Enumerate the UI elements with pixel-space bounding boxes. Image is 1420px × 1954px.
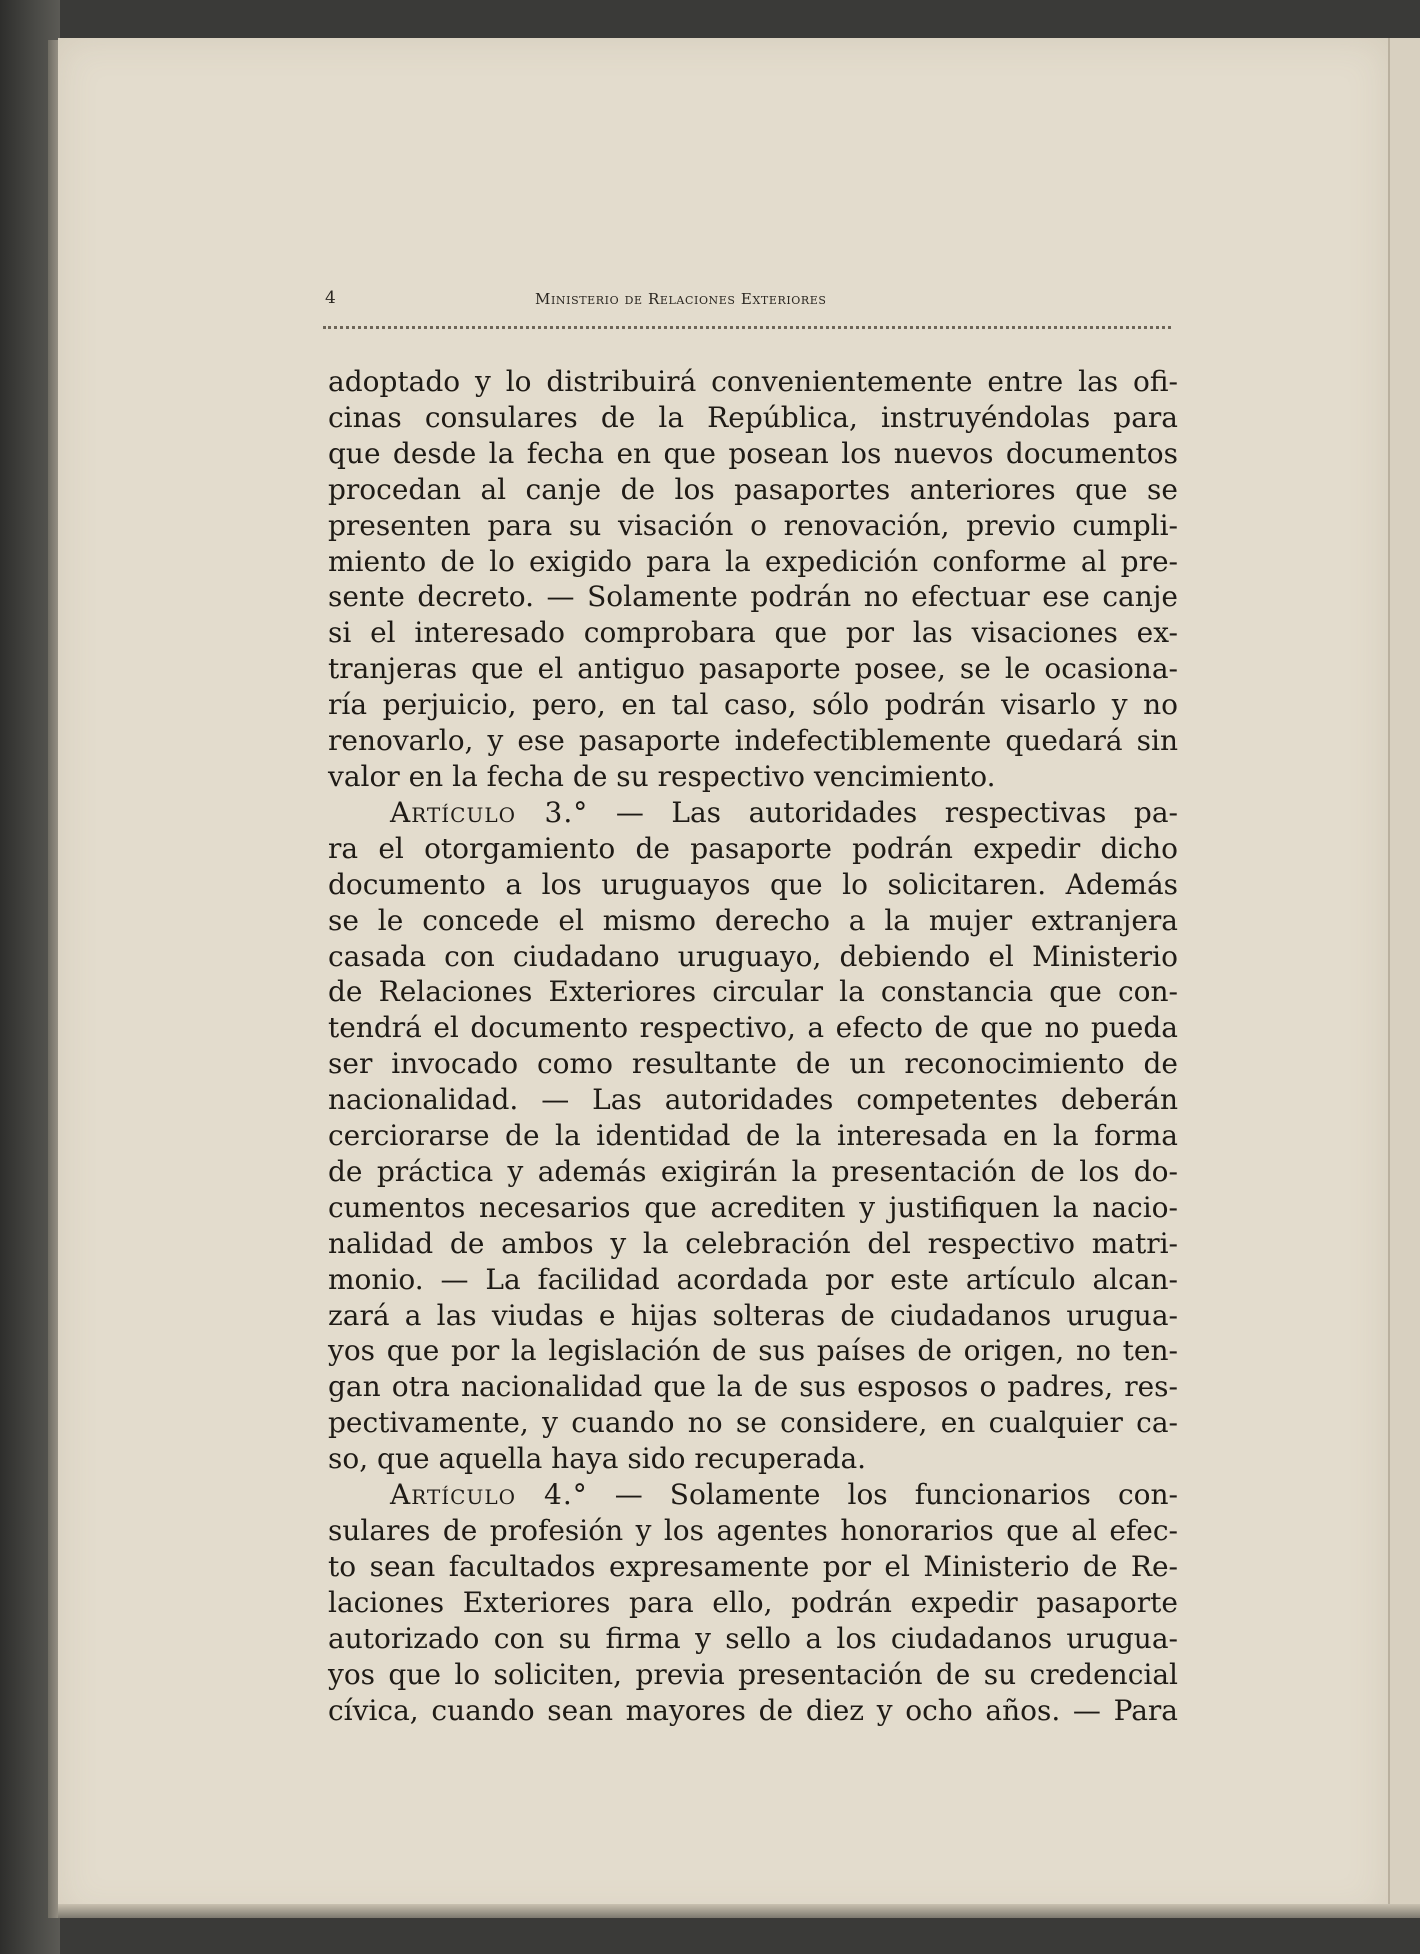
text-line: cumentos necesarios que acrediten y justifiquen la nacio- bbox=[328, 1190, 1178, 1224]
text-line: renovarlo, y ese pasaporte indefectiblemente quedará sin bbox=[328, 724, 1178, 758]
text-line: to sean facultados expresamente por el Ministerio de Re- bbox=[328, 1549, 1178, 1583]
text-line: yos que lo soliciten, previa presentación de su credencial bbox=[328, 1657, 1178, 1691]
next-page-edge bbox=[1388, 38, 1420, 1918]
text-line: tendrá el documento respectivo, a efecto de que no pueda bbox=[328, 1011, 1178, 1045]
article-4 bbox=[328, 1477, 1178, 1728]
text-line: presenten para su visación o renovación, previo cumpli- bbox=[328, 508, 1178, 542]
text-line: de práctica y además exigirán la presentación de los do- bbox=[328, 1154, 1178, 1188]
text-fragment: — Las autoridades respectivas pa- bbox=[588, 795, 1179, 829]
text-line: tranjeras que el antiguo pasaporte posee, se le ocasiona- bbox=[328, 652, 1178, 686]
text-line: nacionalidad. — Las autoridades competentes deberán bbox=[328, 1083, 1178, 1117]
running-title: Ministerio de Relaciones Exteriores bbox=[535, 290, 827, 308]
text-line: de Relaciones Exteriores circular la constancia que con- bbox=[328, 975, 1178, 1009]
text-line: valor en la fecha de su respectivo vencimiento. bbox=[328, 759, 996, 793]
text-line: zará a las viudas e hijas solteras de ciudadanos urugua- bbox=[328, 1298, 1178, 1332]
text-line: adoptado y lo distribuirá convenientemente entre las ofi- bbox=[328, 365, 1178, 398]
text-line: documento a los uruguayos que lo solicitaren. Además bbox=[328, 867, 1178, 901]
text-line: cerciorarse de la identidad de la interesada en la forma bbox=[328, 1119, 1178, 1153]
body-text bbox=[328, 364, 1178, 1728]
text-line: ser invocado como resultante de un reconocimiento de bbox=[328, 1047, 1178, 1081]
text-line: cívica, cuando sean mayores de diez y ocho años. — Para bbox=[328, 1693, 1178, 1727]
text-line: ría perjuicio, pero, en tal caso, sólo podrán visarlo y no bbox=[328, 688, 1178, 722]
text-line: ra el otorgamiento de pasaporte podrán expedir dicho bbox=[328, 831, 1178, 865]
text-line: sulares de profesión y los agentes honorarios que al efec- bbox=[328, 1514, 1178, 1547]
text-line: laciones Exteriores para ello, podrán expedir pasaporte bbox=[328, 1585, 1178, 1619]
page-number: 4 bbox=[325, 288, 336, 308]
text-line: si el interesado comprobara que por las visaciones ex- bbox=[328, 616, 1178, 650]
text-line: autorizado con su firma y sello a los ciudadanos urugua- bbox=[328, 1621, 1178, 1655]
text-line: casada con ciudadano uruguayo, debiendo el Ministerio bbox=[328, 939, 1178, 973]
text-line: pectivamente, y cuando no se considere, en cualquier ca- bbox=[328, 1406, 1178, 1440]
header-divider bbox=[323, 326, 1171, 329]
text-line: so, que aquella haya sido recuperada. bbox=[328, 1442, 867, 1476]
text-line: gan otra nacionalidad que la de sus esposos o padres, res- bbox=[328, 1370, 1178, 1404]
text-line: miento de lo exigido para la expedición conforme al pre- bbox=[328, 544, 1178, 578]
text-line: yos que por la legislación de sus países de origen, no ten- bbox=[328, 1334, 1178, 1368]
article-3 bbox=[328, 795, 1178, 1477]
page-header bbox=[325, 288, 1175, 314]
text-line: cinas consulares de la República, instruyéndolas para bbox=[328, 400, 1178, 434]
text-line: procedan al canje de los pasaportes anteriores que se bbox=[328, 472, 1178, 506]
article-3-first-line bbox=[328, 795, 1178, 831]
article-4-label: Artículo 4.° bbox=[390, 1478, 588, 1512]
text-line: se le concede el mismo derecho a la mujer extranjera bbox=[328, 903, 1178, 937]
text-line: monio. — La facilidad acordada por este artículo alcan- bbox=[328, 1262, 1178, 1296]
article-4-first-line bbox=[328, 1477, 1178, 1513]
paragraph-1 bbox=[328, 364, 1178, 795]
article-3-label: Artículo 3.° bbox=[390, 795, 589, 829]
page-bottom-shadow bbox=[58, 1904, 1420, 1918]
text-line: que desde la fecha en que posean los nuevos documentos bbox=[328, 436, 1178, 470]
text-line: sente decreto. — Solamente podrán no efectuar ese canje bbox=[328, 580, 1178, 614]
text-line: nalidad de ambos y la celebración del respectivo matri- bbox=[328, 1226, 1178, 1260]
text-fragment: — Solamente los funcionarios con- bbox=[587, 1478, 1178, 1512]
